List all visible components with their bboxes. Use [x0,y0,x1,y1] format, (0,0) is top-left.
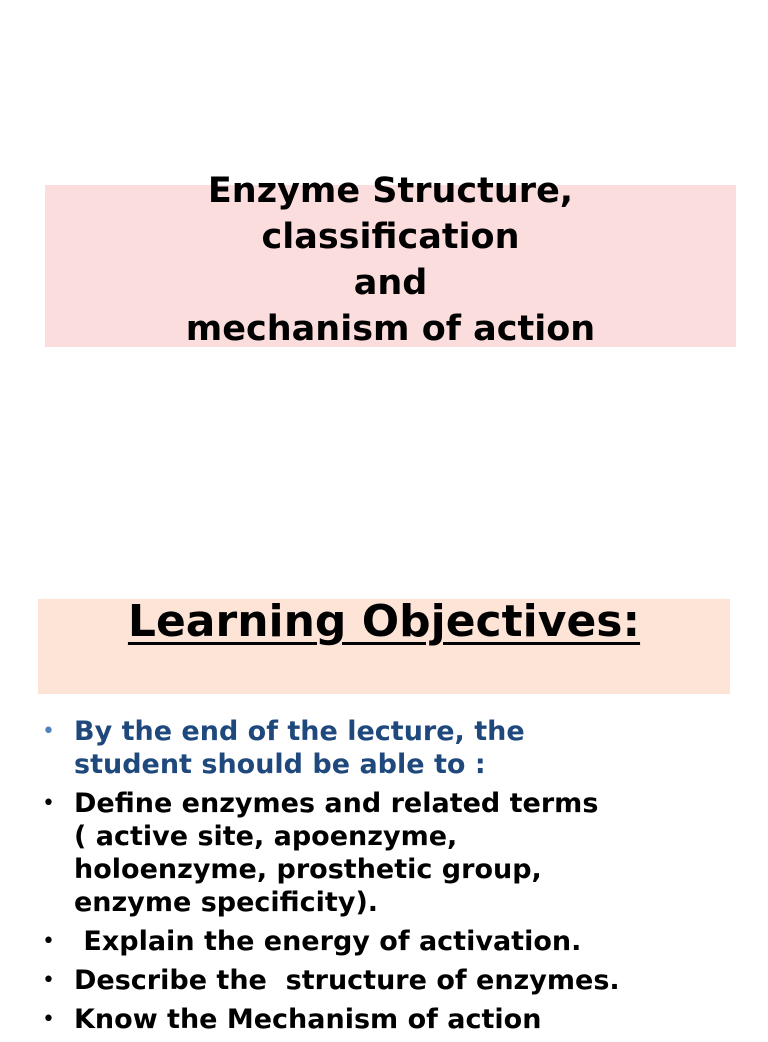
objective-define-line-3: holoenzyme, prosthetic group, [74,854,542,885]
bullet-dot-icon: • [42,929,55,954]
objective-define-enzymes [40,787,760,919]
objective-intro-line-2: student should be able to : [74,749,486,780]
objectives-list [40,715,760,1042]
objective-intro-line-1: By the end of the lecture, the [74,716,525,747]
slide-title [45,168,736,352]
title-line-4: mechanism of action [185,309,596,349]
objectives-heading: Learning Objectives: [127,596,641,647]
objective-define-line-1: Define enzymes and related terms [74,788,599,819]
title-line-2: classification [261,217,520,257]
bullet-dot-icon: • [42,1007,55,1032]
bullet-dot-icon: • [42,719,55,744]
bullet-dot-icon: • [42,791,55,816]
objective-mechanism-line-1: Know the Mechanism of action [74,1004,542,1035]
objective-structure [40,964,760,997]
bullet-dot-icon: • [42,968,55,993]
objective-mechanism [40,1003,760,1036]
title-line-3: and [353,263,428,303]
objective-define-line-2: ( active site, apoenzyme, [74,821,458,852]
objective-define-line-4: enzyme specificity). [74,887,379,918]
objective-structure-line-1: Describe the structure of enzymes. [74,965,620,996]
objective-energy-activation [40,925,760,958]
objective-energy-line-1: Explain the energy of activation. [74,926,582,957]
objective-intro [40,715,760,781]
title-line-1: Enzyme Structure, [207,171,574,211]
